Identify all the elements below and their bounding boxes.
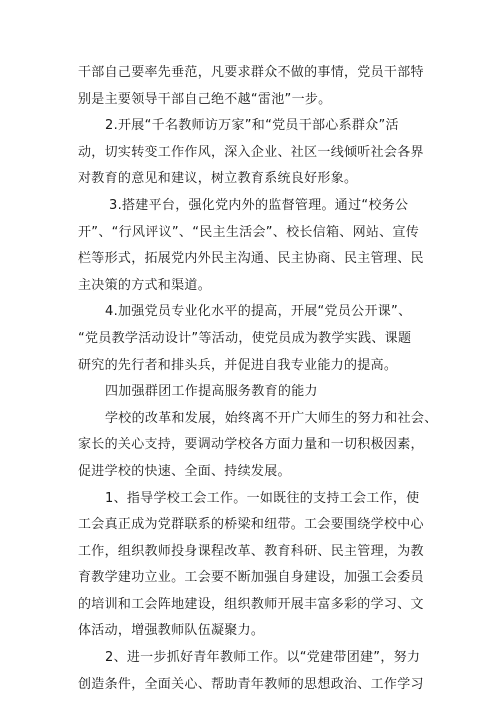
text-line: 创造条件，全面关心、帮助青年教师的思想政治、工作学习 [78,676,424,692]
list-item-2b-line: 2、进一步抓好青年教师工作。以“党建带团建”，努力 [105,650,421,666]
list-item-3-line: 3.搭建平台，强化党内外的监督管理。通过“校务公 [109,197,409,213]
text-line: 栏等形式，拓展党内外民主沟通、民主协商、民主管理、民 [78,251,424,267]
paragraph-start-line: 学校的改革和发展，始终离不开广大师生的努力和社会、 [105,410,438,426]
text-line: 工会真正成为党群联系的桥梁和纽带。工会要围绕学校中心 [78,517,424,533]
text-line: 主决策的方式和渠道。 [78,277,212,293]
body-text [78,60,438,698]
list-item-2-line: 2.开展“千名教师访万家”和“党员干部心系群众”活 [105,118,399,134]
text-line: 动，切实转变工作作风，深入企业、社区一线倾听社会各界 [78,144,424,160]
text-line: 别是主要领导干部自己绝不越“雷池”一步。 [78,91,332,107]
text-line: 家长的关心支持，要调动学校各方面力量和一切积极因素， [78,437,424,453]
text-line: 干部自己要率先垂范，凡要求群众不做的事情，党员干部特 [78,65,424,80]
text-line: 的培训和工会阵地建设，组织教师开展丰富多彩的学习、文 [78,596,424,612]
text-line: 对教育的意见和建议，树立教育系统良好形象。 [78,171,358,187]
list-item-1-line: 1、指导学校工会工作。一如既往的支持工会工作，使 [105,490,420,506]
text-line: 开”、“行风评议”、“民主生活会”、校长信箱、网站、宣传 [78,224,420,240]
text-line: 工作，组织教师投身课程改革、教育科研、民主管理，为教 [78,543,424,559]
text-line: 育教学建功立业。工会要不断加强自身建设，加强工会委员 [78,570,424,586]
list-item-4-line: 4.加强党员专业化水平的提高，开展“党员公开课”、 [105,304,412,320]
text-line: 研究的先行者和排头兵，并促进自我专业能力的提高。 [78,357,398,373]
text-line: “党员教学活动设计”等活动，使党员成为教学实践、课题 [78,330,412,346]
text-line: 体活动，增强教师队伍凝聚力。 [78,623,265,639]
text-line: 促进学校的快速、全面、持续发展。 [78,463,291,479]
section-heading: 四加强群团工作提高服务教育的能力 [105,384,318,400]
